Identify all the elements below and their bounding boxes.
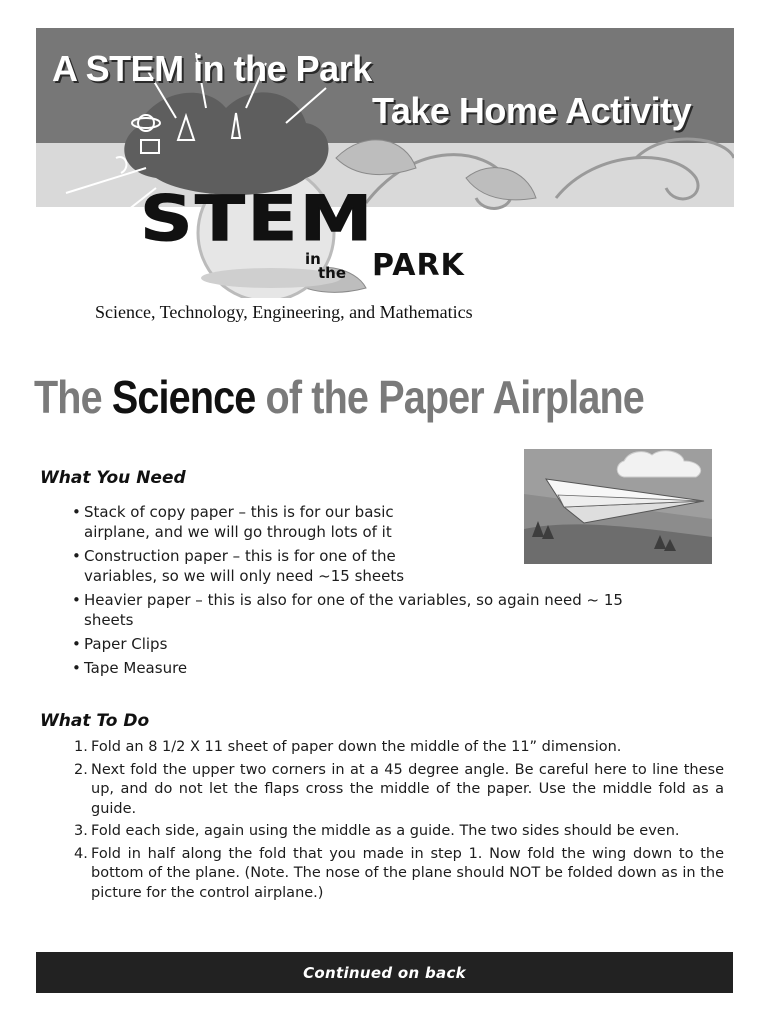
step-text: Next fold the upper two corners in at a 45 degree angle. Be careful here to line these up, and do not let the flaps cross the middle of the paper. Use the middle fold as a guide. — [91, 761, 724, 817]
list-item: • Stack of copy paper – this is for our basic airplane, and we will go through lots of it — [72, 502, 454, 542]
what-to-do-list — [74, 738, 724, 906]
header-title-line1: A STEM in the Park — [52, 48, 372, 89]
footer-bar — [36, 952, 733, 993]
header-title-line2: Take Home Activity — [372, 90, 692, 131]
step-number: 2. — [74, 761, 88, 778]
step-item — [74, 761, 724, 820]
step-text: Fold each side, again using the middle as a guide. The two sides should be even. — [91, 823, 680, 839]
logo-park-text: PARK — [372, 248, 465, 283]
page-title — [34, 370, 644, 424]
list-item: • Paper Clips — [72, 634, 672, 654]
what-to-do-heading: What To Do — [40, 711, 150, 731]
what-you-need-list — [72, 502, 672, 682]
step-number: 1. — [74, 739, 88, 755]
step-number: 4. — [74, 845, 88, 862]
logo-in-text: in — [305, 250, 321, 268]
list-item: • Tape Measure — [72, 658, 672, 678]
list-item: • Heavier paper – this is also for one of the variables, so again need ~ 15 sheets — [72, 590, 669, 630]
title-part-rest: of the Paper Airplane — [255, 371, 644, 423]
step-item — [74, 822, 724, 842]
step-item — [74, 845, 724, 904]
continued-on-back-text: Continued on back — [303, 963, 466, 982]
step-item — [74, 738, 724, 758]
step-text: Fold in half along the fold that you made in step 1. Now fold the wing down to the bottom of the plane. (Note. The nose of the plane should NOT be folded down as in the picture for the control airplane.) — [91, 845, 724, 901]
title-part-science: Science — [111, 371, 256, 423]
list-item: • Construction paper – this is for one of the variables, so we will only need ~15 sheets — [72, 546, 454, 586]
tagline: Science, Technology, Engineering, and Mathematics — [95, 302, 473, 322]
step-number: 3. — [74, 823, 88, 839]
logo-the-text: the — [318, 264, 347, 282]
what-you-need-heading: What You Need — [40, 468, 186, 488]
step-text: Fold an 8 1/2 X 11 sheet of paper down the middle of the 11” dimension. — [91, 739, 622, 755]
logo-stem-text: STEM — [140, 182, 375, 255]
title-part-the: The — [34, 371, 112, 423]
